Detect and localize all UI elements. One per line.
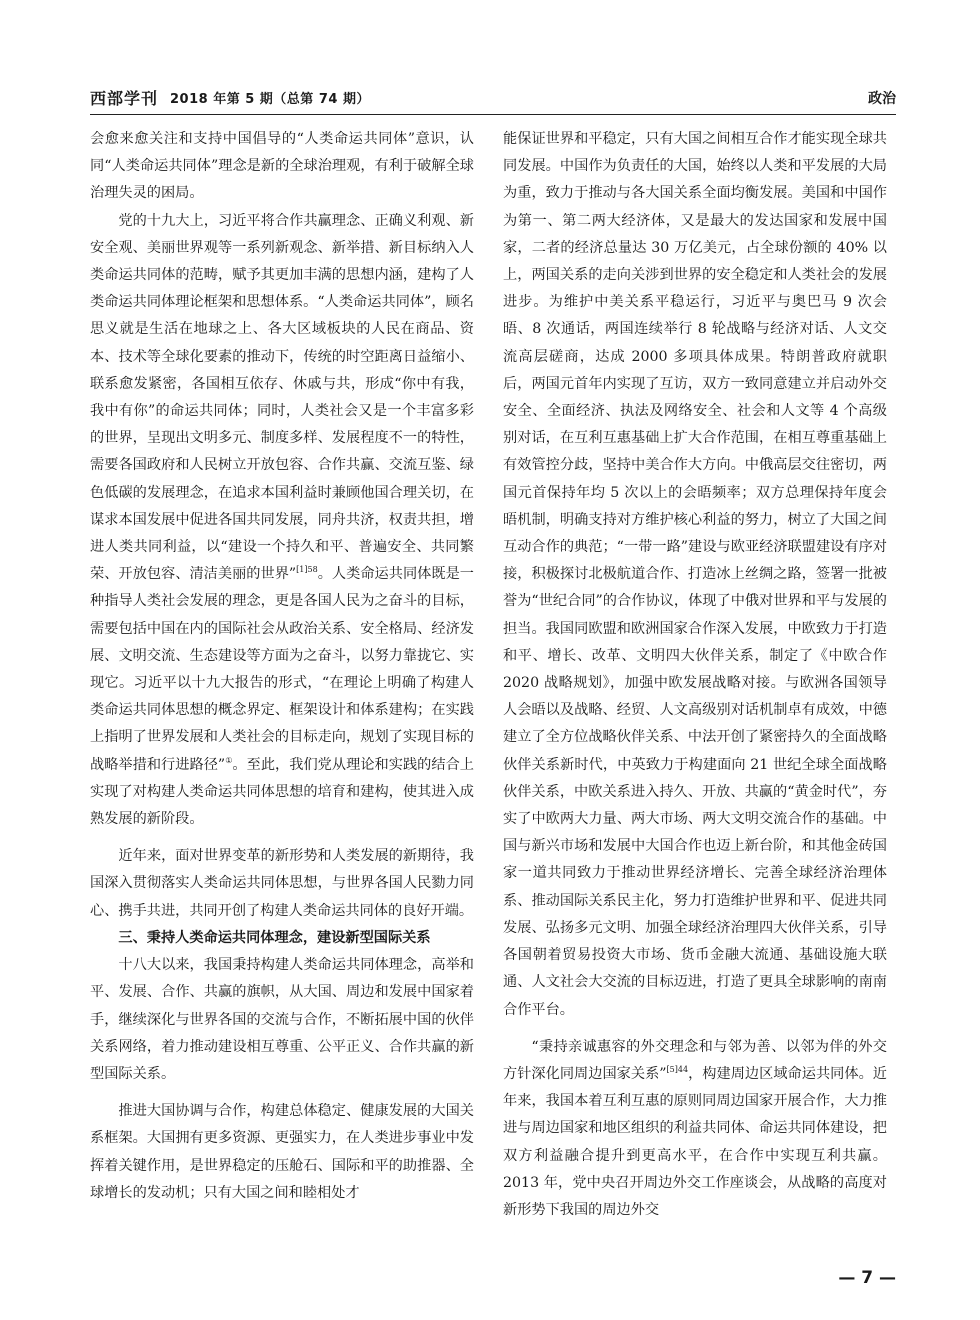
paragraph: 会愈来愈关注和支持中国倡导的“人类命运共同体”意识，认同“人类命运共同体”理念是新的全球治理观，有利于破解全球治理失灵的困局。 — [90, 131, 474, 202]
paragraph: 能保证世界和平稳定，只有大国之间相互合作才能实现全球共同发展。中国作为负责任的大国，始终以人类和平发展的大局为重，致力于推动与各大国关系全面均衡发展。美国和中国作为第一、第二两大经济体，又是最大的发达国家和发展中国家，二者的经济总量达 30 万亿美元，占全球份额的 40% 以上，两国关系的走向关涉到世界的安全稳定和人类社会的发展进步。为维护中美关系平稳运行，习近平与奥巴马 9 次会晤、8 次通话，两国连续举行 8 轮战略与经济对话、人文交流高层磋商，达成 2000 多项具体成果。特朗普政府就职后，两国元首年内实现了互访，双方一致同意建立并启动外交安全、全面经济、执法及网络安全、社会和人文等 4 个高级别对话，在互利互惠基础上扩大合作范围，在相互尊重基础上有效管控分歧，坚持中美合作大方向。中俄高层交往密切，两国元首保持年均 5 次以上的会晤频率；双方总理保持年度会晤机制，明确支持对方维护核心利益的努力，树立了大国之间互动合作的典范；“一带一路”建设与欧亚经济联盟建设有序对接，积极探讨北极航道合作、打造冰上丝绸之路，签署一批被誉为“世纪合同”的合作协议，体现了中俄对世界和平与发展的担当。我国同欧盟和欧洲国家合作深入发展，中欧致力于打造和平、增长、改革、文明四大伙伴关系，制定了《中欧合作 2020 战略规划》，加强中欧发展战略对接。与欧洲各国领导人会晤以及战略、经贸、人文高级别对话机制卓有成效，中德建立了全方位战略伙伴关系、中法开创了紧密持久的全面战略伙伴关系新时代，中英致力于构建面向 21 世纪全球全面战略伙伴关系，中欧关系进入持久、开放、共赢的“黄金时代”，夯实了中欧两大力量、两大市场、两大文明交流合作的基础。中国与新兴市场和发展中大国合作也迈上新台阶，和其他金砖国家一道共同致力于推动世界经济增长、完善全球经济治理体系、推动国际关系民主化，努力打造维护世界和平、促进共同发展、弘扬多元文明、加强全球经济治理四大伙伴关系，引导各国朝着贸易投资大市场、货币金融大流通、基础设施大联通、人文社会大交流的目标迈进，打造了更具全球影响的南南合作平台。 — [503, 131, 887, 1018]
text-run: “秉持亲诚惠容的外交理念和与邻为善、以邻为伴的外交方针深化同周边国家关系” — [503, 1038, 887, 1082]
paragraph — [503, 1034, 887, 1224]
section-label: 政治 — [868, 91, 896, 107]
footnote-ref: ① — [225, 755, 233, 765]
right-column — [503, 126, 887, 1224]
text-run: 党的十九大上，习近平将合作共赢理念、正确义利观、新安全观、美丽世界观等一系列新观念、新举措、新目标纳入人类命运共同体的范畴，赋予其更加丰满的思想内涵，建构了人类命运共同体理论框架和思想体系。“人类命运共同体”，顾名思义就是生活在地球之上、各大区域板块的人民在商品、资本、技术等全球化要素的推动下，传统的时空距离日益缩小、联系愈发紧密，各国相互依存、休戚与共，形成“你中有我，我中有你”的命运共同体；同时，人类社会又是一个丰富多彩的世界，呈现出文明多元、制度多样、发展程度不一的特性，需要各国政府和人民树立开放包容、合作共赢、交流互鉴、绿色低碳的发展理念，在追求本国利益时兼顾他国合理关切，在谋求本国发展中促进各国共同发展，同舟共济，权责共担，增进人类共同利益，以“建设一个持久和平、普遍安全、共同繁荣、开放包容、清洁美丽的世界” — [90, 212, 474, 583]
text-run: ，构建周边区域命运共同体。近年来，我国本着互利互惠的原则同周边国家开展合作，大力推进与周边国家和地区组织的利益共同体、命运共同体建设，把双方利益融合提升到更高水平，在合作中实现互利共赢。2013 年，党中央召开周边外交工作座谈会，从战略的高度对新形势下我国的周边外交 — [503, 1065, 887, 1218]
paragraph: 近年来，面对世界变革的新形势和人类发展的新期待，我国深入贯彻落实人类命运共同体思想，与世界各国人民勠力同心、携手共进，共同开创了构建人类命运共同体的良好开端。 — [90, 848, 474, 919]
paragraph — [90, 208, 474, 834]
left-column — [90, 126, 474, 1207]
running-header — [90, 86, 896, 110]
citation-ref: [5]44 — [666, 1064, 689, 1074]
header-rule — [90, 114, 896, 115]
section-heading: 三、秉持人类命运共同体理念，建设新型国际关系 — [118, 929, 431, 946]
paragraph: 十八大以来，我国秉持构建人类命运共同体理念，高举和平、发展、合作、共赢的旗帜，从大国、周边和发展中国家着手，继续深化与世界各国的交流与合作，不断拓展中国的伙伴关系网络，着力推动建设相互尊重、公平正义、合作共赢的新型国际关系。 — [90, 957, 474, 1082]
journal-logo: 西部学刊 — [90, 89, 159, 108]
citation-ref: [1]58 — [296, 565, 318, 575]
page-number: — 7 — — [838, 1268, 896, 1288]
paragraph: 推进大国协调与合作，构建总体稳定、健康发展的大国关系框架。大国拥有更多资源、更强实力，在人类进步事业中发挥着关键作用，是世界稳定的压舱石、国际和平的助推器、全球增长的发动机；只有大国之间和睦相处才 — [90, 1103, 474, 1201]
issue-info: 2018 年第 5 期（总第 74 期） — [170, 92, 370, 107]
text-run: 。人类命运共同体既是一种指导人类社会发展的理念，更是各国人民为之奋斗的目标，需要包括中国在内的国际社会从政治关系、安全格局、经济发展、文明交流、生态建设等方面为之奋斗，以努力靠拢它、实现它。习近平以十九大报告的形式，“在理论上明确了构建人类命运共同体思想的概念界定、框架设计和体系建构；在实践上指明了世界发展和人类社会的目标走向，规划了实现目标的战略举措和行进路径” — [90, 566, 474, 773]
text-run: 。至此，我们党从理论和实践的结合上实现了对构建人类命运共同体思想的培育和建构，使其进入成熟发展的新阶段。 — [90, 756, 474, 828]
